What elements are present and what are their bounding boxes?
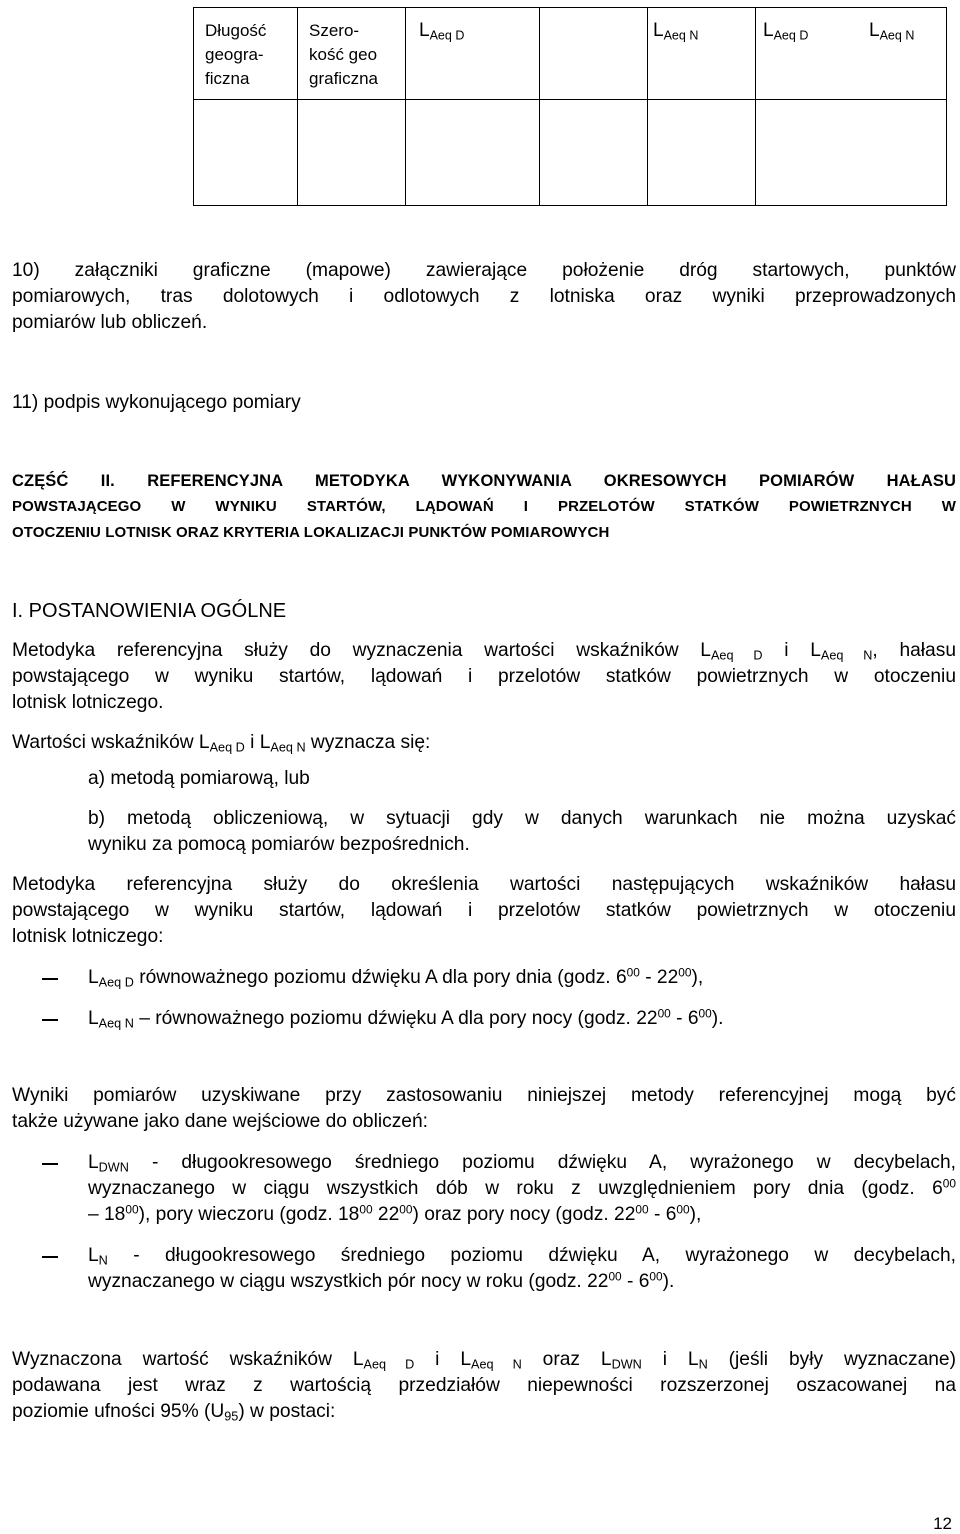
list-item-b: wyniku za pomocą pomiarów bezpośrednich. (88, 834, 470, 855)
text: ) w postaci: (238, 1401, 336, 1422)
dash-item-laeq-n (88, 1006, 960, 1032)
table-col-border (193, 7, 194, 206)
paragraph-line: powstającego w wyniku startów, lądowań i przelotów statków powietrznych w otoczeniu (12, 900, 956, 921)
header-subscript: Aeq D (773, 28, 809, 43)
text: - 22 (639, 967, 679, 988)
text: Metodyka referencyjna służy do wyznaczenia wartości wskaźników L (12, 640, 711, 661)
subscript: Aeq N (820, 648, 873, 663)
subscript: Aeq N (98, 1016, 134, 1031)
text: wyznaczanego w ciągu wszystkich pór nocy w roku (godz. 22 (88, 1271, 609, 1292)
header-text: L (869, 20, 880, 41)
table-col-border (946, 7, 947, 206)
list-item-a: a) metodą pomiarową, lub (88, 768, 310, 789)
subscript: DWN (611, 1357, 642, 1372)
subscript: Aeq D (209, 740, 245, 755)
text: wyznaczanego w ciągu wszystkich dób w roku z uwzględnieniem pory dnia (godz. 6 (88, 1178, 943, 1199)
table-col-border (647, 7, 648, 206)
superscript: 00 (676, 1202, 690, 1217)
header-text: kość geo (309, 45, 378, 64)
text: i L (641, 1349, 699, 1370)
dash-item-ldwn (88, 1150, 956, 1176)
text: poziomie ufności 95% (U (12, 1401, 225, 1422)
page-number: 12 (933, 1514, 952, 1533)
dash-bullet (42, 978, 58, 980)
superscript: 00 (626, 965, 640, 980)
paragraph-line (12, 638, 956, 664)
superscript: 00 (635, 1202, 649, 1217)
table-header-laeq-d (763, 19, 808, 43)
subscript: N (98, 1253, 108, 1268)
text: ). (711, 1008, 724, 1029)
table-header-longitude (205, 19, 266, 91)
text: – 18 (88, 1204, 126, 1225)
text: - 6 (648, 1204, 677, 1225)
dash-bullet (42, 1256, 58, 1258)
paragraph-line: lotnisk lotniczego. (12, 692, 164, 713)
text: Wartości wskaźników L (12, 732, 210, 753)
superscript: 00 (698, 1006, 712, 1021)
table-col-border (539, 7, 540, 206)
text: wyznacza się: (305, 732, 431, 753)
paragraph-line (12, 730, 956, 756)
text: - długookresowego średniego poziomu dźwięku A, wyrażonego w decybelach, (107, 1245, 956, 1266)
superscript: 00 (649, 1269, 663, 1284)
table-header-laeq-d (419, 19, 464, 43)
table-col-border (405, 7, 406, 206)
text: Wyznaczona wartość wskaźników L (12, 1349, 364, 1370)
part-2-heading-line: CZĘŚĆ II. REFERENCYJNA METODYKA WYKONYWANIA OKRESOWYCH POMIARÓW HAŁASU (12, 472, 956, 490)
subscript: DWN (98, 1160, 129, 1175)
list-item-b: b) metodą obliczeniową, w sytuacji gdy w danych warunkach nie można uzyskać (88, 808, 956, 829)
subscript: Aeq D (98, 975, 134, 990)
paragraph-line: podawana jest wraz z wartością przedziałów niepewności rozszerzonej oszacowanej na (12, 1375, 956, 1396)
table-col-border (297, 7, 298, 206)
header-text: Szero- (309, 21, 360, 40)
text: L (88, 967, 99, 988)
text: - 6 (621, 1271, 650, 1292)
text: 22 (372, 1204, 400, 1225)
text: - 6 (670, 1008, 699, 1029)
superscript: 00 (657, 1006, 671, 1021)
subscript: 95 (224, 1409, 239, 1424)
paragraph-line: powstającego w wyniku startów, lądowań i przelotów statków powietrznych w otoczeniu (12, 666, 956, 687)
text: , hałasu (872, 640, 956, 661)
paragraph-line (12, 1347, 956, 1373)
text: oraz L (521, 1349, 612, 1370)
item-10-line: pomiarowych, tras dolotowych i odlotowych z lotniska oraz wyniki przeprowadzonych (12, 286, 956, 307)
text: – równoważnego poziomu dźwięku A dla pory nocy (godz. 22 (133, 1008, 658, 1029)
header-subscript: Aeq N (879, 28, 915, 43)
dash-item-ldwn (88, 1176, 956, 1202)
header-text: graficzna (309, 69, 378, 88)
superscript: 00 (125, 1202, 139, 1217)
dash-item-laeq-d (88, 965, 960, 991)
paragraph-line: Metodyka referencyjna służy do określenia wartości następujących wskaźników hałasu (12, 874, 956, 895)
header-text: ficzna (205, 69, 250, 88)
part-2-heading-line: OTOCZENIU LOTNISK ORAZ KRYTERIA LOKALIZACJI PUNKTÓW POMIAROWYCH (12, 524, 610, 541)
superscript: 00 (608, 1269, 622, 1284)
table-row-divider (193, 99, 947, 100)
dash-bullet (42, 1019, 58, 1021)
text: równoważnego poziomu dźwięku A dla pory dnia (godz. 6 (133, 967, 627, 988)
text: ), (691, 967, 704, 988)
item-10-line: 10) załączniki graficzne (mapowe) zawierające położenie dróg startowych, punktów (12, 260, 956, 281)
text: i L (414, 1349, 472, 1370)
superscript: 00 (678, 965, 692, 980)
subscript: Aeq N (471, 1357, 522, 1372)
subscript: Aeq D (710, 648, 763, 663)
text: ), (689, 1204, 702, 1225)
paragraph-line (12, 1399, 956, 1425)
noise-table (193, 7, 947, 206)
dash-item-ln (88, 1269, 960, 1295)
header-text: L (653, 20, 664, 41)
text: ) oraz pory nocy (godz. 22 (412, 1204, 636, 1225)
text: L (88, 1245, 99, 1266)
table-border-top (193, 7, 947, 8)
text: - długookresowego średniego poziomu dźwięku A, wyrażonego w decybelach, (128, 1152, 956, 1173)
item-10-line: pomiarów lub obliczeń. (12, 312, 208, 333)
section-heading: I. POSTANOWIENIA OGÓLNE (12, 600, 287, 622)
text: ). (662, 1271, 675, 1292)
header-subscript: Aeq D (429, 28, 465, 43)
header-text: Długość (205, 21, 267, 40)
text: L (88, 1152, 99, 1173)
text: L (88, 1008, 99, 1029)
paragraph-line: Wyniki pomiarów uzyskiwane przy zastosowaniu niniejszej metody referencyjnej mogą być (12, 1085, 956, 1106)
header-text: L (763, 20, 774, 41)
subscript: N (698, 1357, 708, 1372)
header-text: geogra- (205, 45, 264, 64)
text: i L (244, 732, 271, 753)
part-2-heading-line: POWSTAJĄCEGO W WYNIKU STARTÓW, LĄDOWAŃ I PRZELOTÓW STATKÓW POWIETRZNYCH W (12, 498, 956, 515)
text: ), pory wieczoru (godz. 18 (138, 1204, 360, 1225)
superscript: 00 (399, 1202, 413, 1217)
dash-bullet (42, 1163, 58, 1165)
subscript: Aeq D (363, 1357, 415, 1372)
superscript: 00 (942, 1176, 956, 1191)
text: (jeśli były wyznaczane) (707, 1349, 956, 1370)
dash-item-ldwn (88, 1202, 960, 1228)
superscript: 00 (359, 1202, 373, 1217)
header-subscript: Aeq N (663, 28, 699, 43)
subscript: Aeq N (270, 740, 306, 755)
table-col-border (755, 7, 756, 206)
paragraph-line: lotnisk lotniczego: (12, 926, 164, 947)
table-header-laeq-n (653, 19, 698, 43)
table-header-laeq-n (869, 19, 914, 43)
dash-item-ln (88, 1243, 956, 1269)
paragraph-line: także używane jako dane wejściowe do obliczeń: (12, 1111, 428, 1132)
item-11: 11) podpis wykonującego pomiary (12, 392, 301, 413)
table-border-bottom (193, 205, 947, 206)
text: i L (762, 640, 821, 661)
header-text: L (419, 20, 430, 41)
table-header-latitude (309, 19, 378, 91)
